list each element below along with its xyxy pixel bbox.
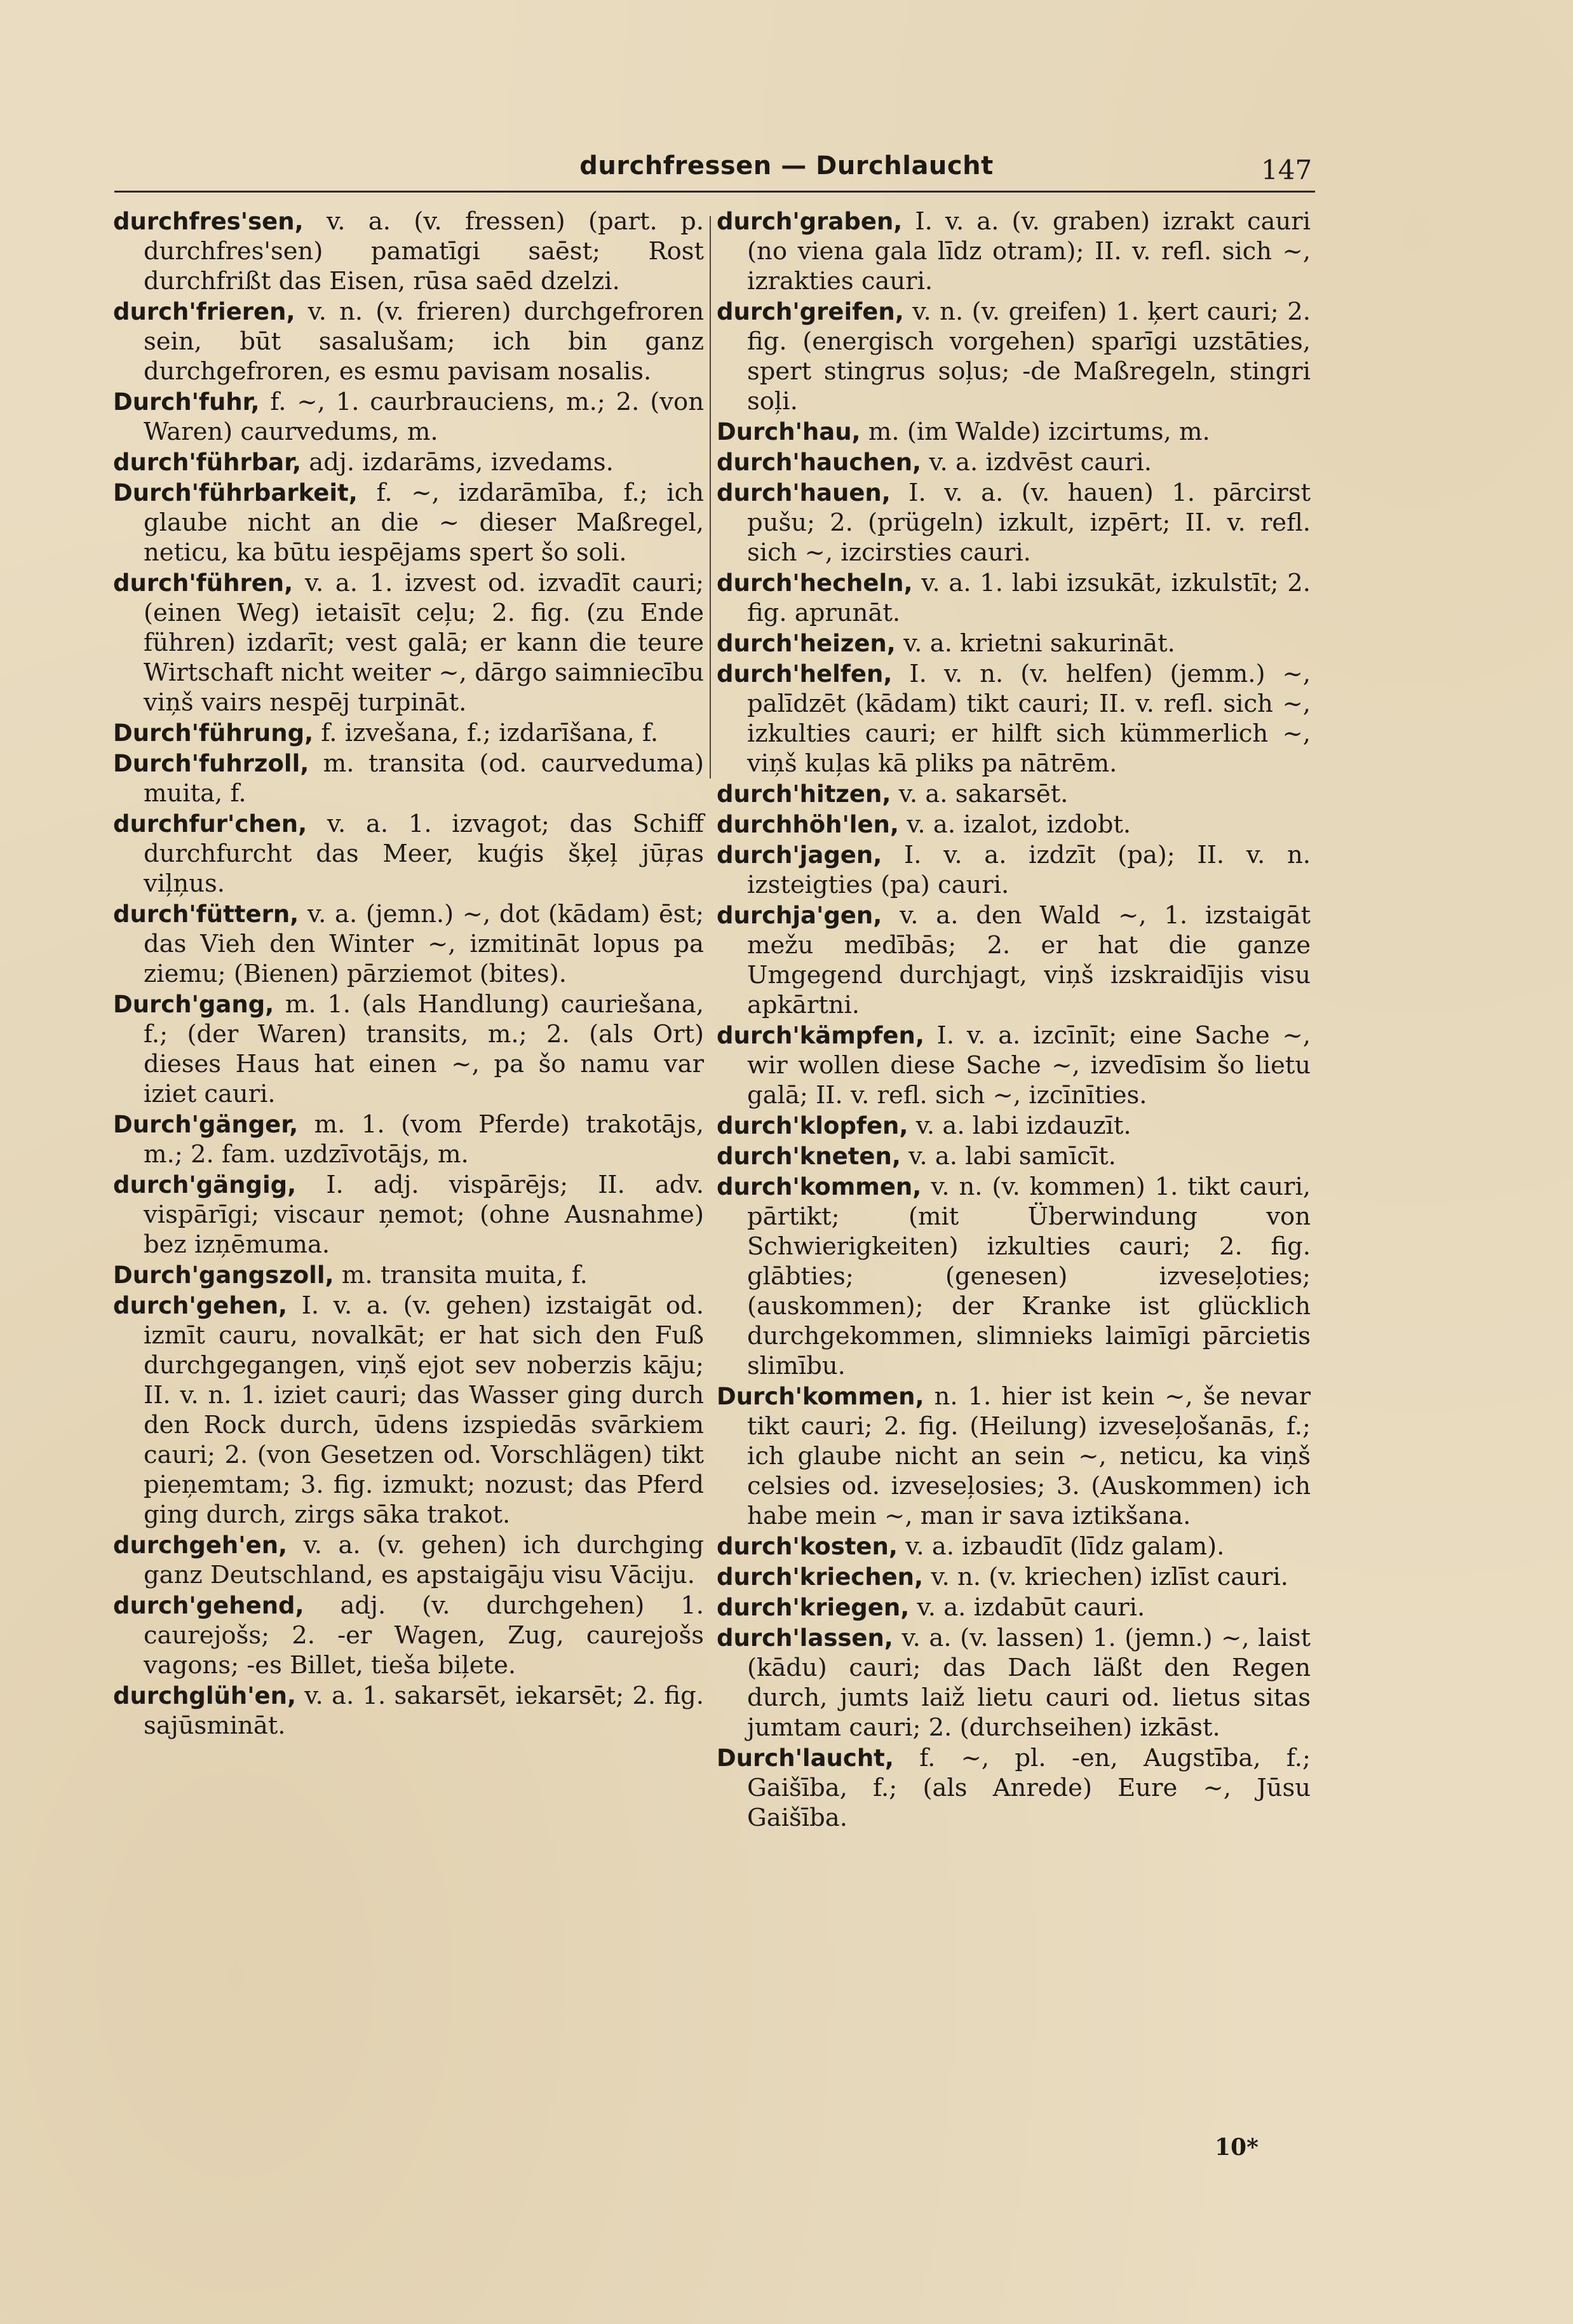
entry-definition: I. v. a. (v. hauen) 1. pārcirst pušu; 2. (prügeln) izkult, izpērt; II. v. refl. sich ~, izcirsties cauri.	[747, 479, 1311, 567]
entry-definition: I. v. a. (v. gehen) izstaigāt od. izmīt cauru, novalkāt; er hat sich den Fuß durchgegangen, viņš ejot sev noberzis kāju; II. v. n. 1. iziet cauri; das Wasser ging durch den Rock durch, ūdens izspiedās svārkiem cauri; 2. (von Gesetzen od. Vorschlägen) tikt pieņemtam; 3. fig. izmukt; nozust; das Pferd ging durch, zirgs sāka trakot.	[144, 1291, 704, 1529]
dictionary-entry	[113, 749, 704, 808]
entry-headword: durch'greifen,	[717, 298, 904, 325]
dictionary-entry	[113, 447, 704, 477]
entry-definition: v. n. (v. frieren) durchgefroren sein, būt sasalušam; ich bin ganz durchgefroren, es esmu pavisam nosalis.	[144, 297, 704, 386]
entry-definition: v. a. (v. lassen) 1. (jemn.) ~, laist (kādu) cauri; das Dach läßt den Regen durch, jumts laiž lietu cauri od. lietus sitas jumtam cauri; 2. (durchseihen) izkāst.	[747, 1624, 1311, 1742]
dictionary-entry	[717, 659, 1311, 778]
dictionary-entry	[113, 1530, 704, 1590]
entry-definition: v. a. den Wald ~, 1. izstaigāt mežu medībās; 2. er hat die ganze Umgegend durchjagt, viņš izskraidījis visu apkārtni.	[747, 901, 1311, 1019]
entry-headword: durch'frieren,	[113, 298, 295, 325]
entry-headword: durch'kämpfen,	[717, 1022, 924, 1049]
entry-headword: durch'hecheln,	[717, 569, 913, 597]
entry-headword: durch'gehen,	[113, 1292, 288, 1319]
column-divider	[710, 216, 711, 778]
dictionary-entry	[717, 1021, 1311, 1110]
entry-headword: durch'führbar,	[113, 449, 302, 476]
running-head: durchfressen — Durchlaucht	[579, 151, 994, 180]
dictionary-entry	[717, 629, 1311, 658]
entry-definition: v. a. labi izdauzīt.	[915, 1111, 1131, 1140]
dictionary-entry	[113, 207, 704, 296]
entry-headword: durchfur'chen,	[113, 810, 307, 838]
entry-headword: Durch'führbarkeit,	[113, 479, 358, 506]
entry-definition: v. a. sakarsēt.	[898, 780, 1069, 808]
entry-definition: v. n. (v. kriechen) izlīst cauri.	[931, 1563, 1288, 1591]
right-column	[717, 207, 1311, 2056]
dictionary-entry	[717, 1562, 1311, 1592]
entry-definition: v. a. 1. izvest od. izvadīt cauri; (einen Weg) ietaisīt ceļu; 2. fig. (zu Ende führen) izdarīt; vest galā; er kann die teure Wirtschaft nicht weiter ~, dārgo saimniecību viņš vairs nespēj turpināt.	[144, 569, 704, 717]
entry-headword: durch'kneten,	[717, 1143, 901, 1170]
dictionary-entry	[113, 899, 704, 989]
entry-definition: v. a. 1. izvagot; das Schiff durchfurcht das Meer, kuģis šķeļ jūŗas viļņus.	[144, 810, 704, 898]
entry-definition: I. v. a. izcīnīt; eine Sache ~, wir wollen diese Sache ~, izvedīsim šo lietu galā; II. v. refl. sich ~, izcīnīties.	[747, 1021, 1311, 1110]
dictionary-entry	[717, 1743, 1311, 1833]
entry-headword: durchglüh'en,	[113, 1682, 297, 1709]
dictionary-entry	[717, 207, 1311, 296]
dictionary-entry	[717, 297, 1311, 416]
dictionary-entry	[717, 1141, 1311, 1171]
printer-signature: 10*	[1215, 2134, 1259, 2161]
entry-definition: m. transita muita, f.	[341, 1261, 588, 1289]
entry-headword: durch'kosten,	[717, 1533, 898, 1560]
entry-headword: durch'hauchen,	[717, 449, 922, 476]
dictionary-entry	[717, 900, 1311, 1020]
entry-definition: v. a. izdvēst cauri.	[929, 448, 1152, 477]
entry-definition: n. 1. hier ist kein ~, še nevar tikt cauri; 2. fig. (Heilung) izveseļošanās, f.; ich glaube nicht an sein ~, neticu, ka viņš celsies od. izveseļosies; 3. (Auskommen) ich habe mein ~, man ir sava iztikšana.	[747, 1382, 1311, 1530]
entry-headword: durch'kommen,	[717, 1173, 922, 1200]
entry-definition: v. a. (v. gehen) ich durchging ganz Deutschland, es apstaigāju visu Vāciju.	[144, 1531, 704, 1589]
dictionary-entry	[717, 1172, 1311, 1381]
entry-definition: adj. (v. durchgehen) 1. caurejošs; 2. -er Wagen, Zug, caurejošs vagons; -es Billet, tieša biļete.	[144, 1591, 704, 1680]
entry-headword: durchja'gen,	[717, 902, 882, 929]
entry-definition: v. a. izalot, izdobt.	[907, 810, 1131, 839]
entry-headword: Durch'laucht,	[717, 1744, 894, 1772]
dictionary-entry	[717, 1593, 1311, 1622]
entry-definition: f. ~, pl. -en, Augstība, f.; Gaišība, f.; (als Anrede) Eure ~, Jūsu Gaišība.	[747, 1744, 1311, 1832]
entry-definition: I. v. n. (v. helfen) (jemm.) ~, palīdzēt (kādam) tikt cauri; II. v. refl. sich ~, izkulties cauri; er hilft sich kümmerlich ~, viņš kuļas kā pliks pa nātrēm.	[747, 660, 1311, 778]
left-column	[113, 207, 704, 2056]
page-number: 147	[1261, 154, 1313, 186]
entry-headword: Durch'führung,	[113, 719, 314, 747]
entry-definition: v. n. (v. kommen) 1. tikt cauri, pārtikt; (mit Überwindung von Schwierigkeiten) izkulties cauri; 2. fig. glābties; (genesen) izveseļoties; (auskommen); der Kranke ist glücklich durchgekommen, slimnieks laimīgi pārcietis slimību.	[747, 1172, 1311, 1380]
dictionary-entry	[113, 1681, 704, 1741]
dictionary-entry	[717, 1111, 1311, 1141]
dictionary-entry	[113, 718, 704, 748]
entry-headword: durch'helfen,	[717, 660, 893, 688]
entry-definition: v. a. 1. labi izsukāt, izkulstīt; 2. fig. aprunāt.	[747, 569, 1311, 627]
dictionary-entry	[113, 1260, 704, 1290]
entry-headword: durch'graben,	[717, 208, 903, 235]
entry-headword: durchfres'sen,	[113, 208, 304, 235]
entry-headword: durchhöh'len,	[717, 811, 899, 838]
entry-headword: Durch'hau,	[717, 418, 861, 445]
entry-headword: Durch'kommen,	[717, 1383, 924, 1410]
entry-definition: v. a. 1. sakarsēt, iekarsēt; 2. fig. sajūsmināt.	[144, 1682, 704, 1740]
dictionary-entry	[113, 1170, 704, 1260]
entry-definition: m. transita (od. caurveduma) muita, f.	[144, 749, 704, 808]
entry-definition: f. ~, izdarāmība, f.; ich glaube nicht an die ~ dieser Maßregel, neticu, ka būtu iespējams spert šo soli.	[144, 479, 704, 567]
entry-headword: Durch'gänger,	[113, 1111, 299, 1138]
entry-definition: I. v. a. izdzīt (pa); II. v. n. izsteigties (pa) cauri.	[747, 841, 1311, 899]
entry-definition: v. a. labi samīcīt.	[908, 1142, 1116, 1171]
entry-headword: durch'kriechen,	[717, 1563, 924, 1591]
entry-headword: durch'gängig,	[113, 1171, 297, 1199]
dictionary-entry	[113, 1291, 704, 1530]
entry-headword: durch'klopfen,	[717, 1112, 908, 1139]
dictionary-entry	[113, 989, 704, 1109]
entry-headword: durch'hauen,	[717, 479, 891, 506]
dictionary-entry	[717, 478, 1311, 567]
entry-headword: durch'hitzen,	[717, 780, 891, 808]
dictionary-entry	[717, 779, 1311, 809]
entry-headword: durch'führen,	[113, 569, 294, 597]
entry-definition: v. a. krietni sakurināt.	[903, 629, 1175, 658]
dictionary-entry	[717, 840, 1311, 900]
dictionary-entry	[717, 810, 1311, 839]
entry-definition: v. a. izbaudīt (līdz galam).	[905, 1532, 1225, 1561]
dictionary-entry	[113, 297, 704, 386]
entry-headword: Durch'fuhr,	[113, 388, 260, 416]
dictionary-entry	[113, 387, 704, 447]
dictionary-entry	[717, 447, 1311, 477]
dictionary-entry	[113, 568, 704, 717]
entry-definition: f. izvešana, f.; izdarīšana, f.	[321, 719, 659, 747]
entry-definition: v. a. (v. fressen) (part. p. durchfres'sen) pamatīgi saēst; Rost durchfrißt das Eisen, rūsa saēd dzelzi.	[144, 207, 704, 296]
entry-definition: m. (im Walde) izcirtums, m.	[868, 418, 1210, 446]
entry-headword: durch'jagen,	[717, 841, 882, 869]
dictionary-entry	[113, 809, 704, 899]
entry-headword: durchgeh'en,	[113, 1532, 288, 1559]
entry-definition: I. v. a. (v. graben) izrakt cauri (no viena gala līdz otram); II. v. refl. sich ~, izrakties cauri.	[747, 207, 1311, 296]
entry-definition: m. 1. (als Handlung) cauriešana, f.; (der Waren) transits, m.; 2. (als Ort) dieses Haus hat einen ~, pa šo namu var iziet cauri.	[144, 990, 704, 1108]
entry-definition: m. 1. (vom Pferde) trakotājs, m.; 2. fam. uzdzīvotājs, m.	[144, 1110, 705, 1169]
entry-headword: durch'gehend,	[113, 1592, 304, 1619]
entry-definition: I. adj. vispārējs; II. adv. vispārīgi; viscaur ņemot; (ohne Ausnahme) bez izņēmuma.	[144, 1171, 704, 1259]
entry-definition: v. a. izdabūt cauri.	[917, 1593, 1145, 1622]
dictionary-entry	[717, 1532, 1311, 1561]
entry-definition: v. a. (jemn.) ~, dot (kādam) ēst; das Vieh den Winter ~, izmitināt lopus pa ziemu; (Bienen) pārziemot (bites).	[144, 900, 704, 988]
entry-headword: durch'lassen,	[717, 1624, 893, 1652]
dictionary-entry	[113, 1110, 704, 1169]
dictionary-entry	[717, 568, 1311, 628]
entry-definition: v. n. (v. greifen) 1. ķert cauri; 2. fig. (energisch vorgehen) sparīgi uzstāties, spert stingrus soļus; -de Maßregeln, stingri soļi.	[747, 297, 1311, 416]
dictionary-entry	[113, 1591, 704, 1680]
dictionary-entry	[717, 1623, 1311, 1743]
entry-headword: Durch'gangszoll,	[113, 1261, 334, 1289]
entry-headword: durch'kriegen,	[717, 1594, 910, 1621]
entry-headword: Durch'gang,	[113, 991, 274, 1018]
entry-definition: f. ~, 1. caurbrauciens, m.; 2. (von Waren) caurvedums, m.	[144, 388, 704, 446]
dictionary-entry	[717, 1382, 1311, 1531]
dictionary-entry	[113, 478, 704, 567]
entry-definition: adj. izdarāms, izvedams.	[309, 448, 614, 477]
entry-headword: Durch'fuhrzoll,	[113, 750, 309, 777]
entry-headword: durch'füttern,	[113, 900, 299, 928]
dictionary-entry	[717, 417, 1311, 447]
entry-headword: durch'heizen,	[717, 630, 896, 657]
header-rule	[114, 191, 1315, 193]
